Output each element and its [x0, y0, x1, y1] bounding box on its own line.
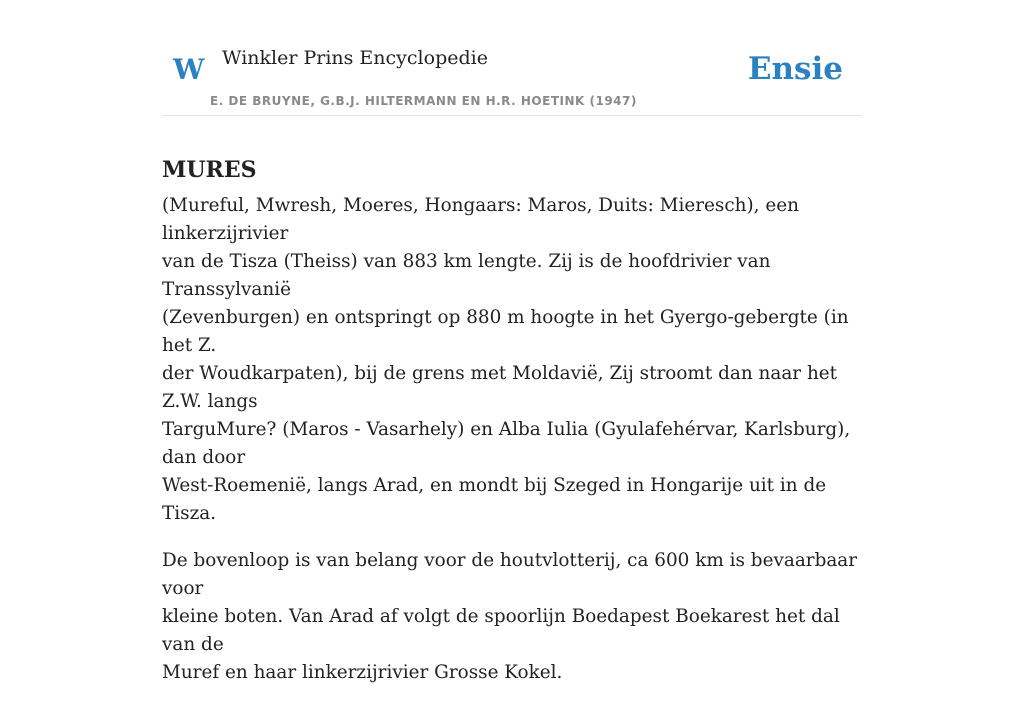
article-body — [162, 192, 868, 706]
book-logo-icon[interactable]: W — [173, 53, 205, 86]
book-title-link[interactable]: Winkler Prins Encyclopedie — [222, 47, 488, 69]
book-authors: E. DE BRUYNE, G.B.J. HILTERMANN EN H.R. HOETINK (1947) — [210, 94, 637, 108]
site-logo[interactable]: Ensie — [747, 51, 843, 87]
header-divider — [162, 115, 862, 116]
entry-title: MURES — [162, 156, 257, 183]
article-paragraph: De bovenloop is van belang voor de houtvlotterij, ca 600 km is bevaarbaar voor kleine boten. Van Arad af volgt de spoorlijn Boedapest Boekarest het dal van de Muref en haar linkerzijrivier Grosse Kokel. — [162, 550, 858, 683]
article-paragraph: (Mureful, Mwresh, Moeres, Hongaars: Maros, Duits: Mieresch), een linkerzijrivier van de Tisza (Theiss) van 883 km lengte. Zij is de hoofdrivier van Transsylvanië (Zevenburgen) en ontspringt op 880 m hoogte in het Gyergo-gebergte (in het Z. der Woudkarpaten), bij de grens met Moldavië, Zij stroomt dan naar het Z.W. langs TarguMure? (Maros - Vasarhely) en Alba Iulia (Gyulafehérvar, Karlsburg), dan door West-Roemenië, langs Arad, en mondt bij Szeged in Hongarije uit in de Tisza. — [162, 195, 851, 524]
